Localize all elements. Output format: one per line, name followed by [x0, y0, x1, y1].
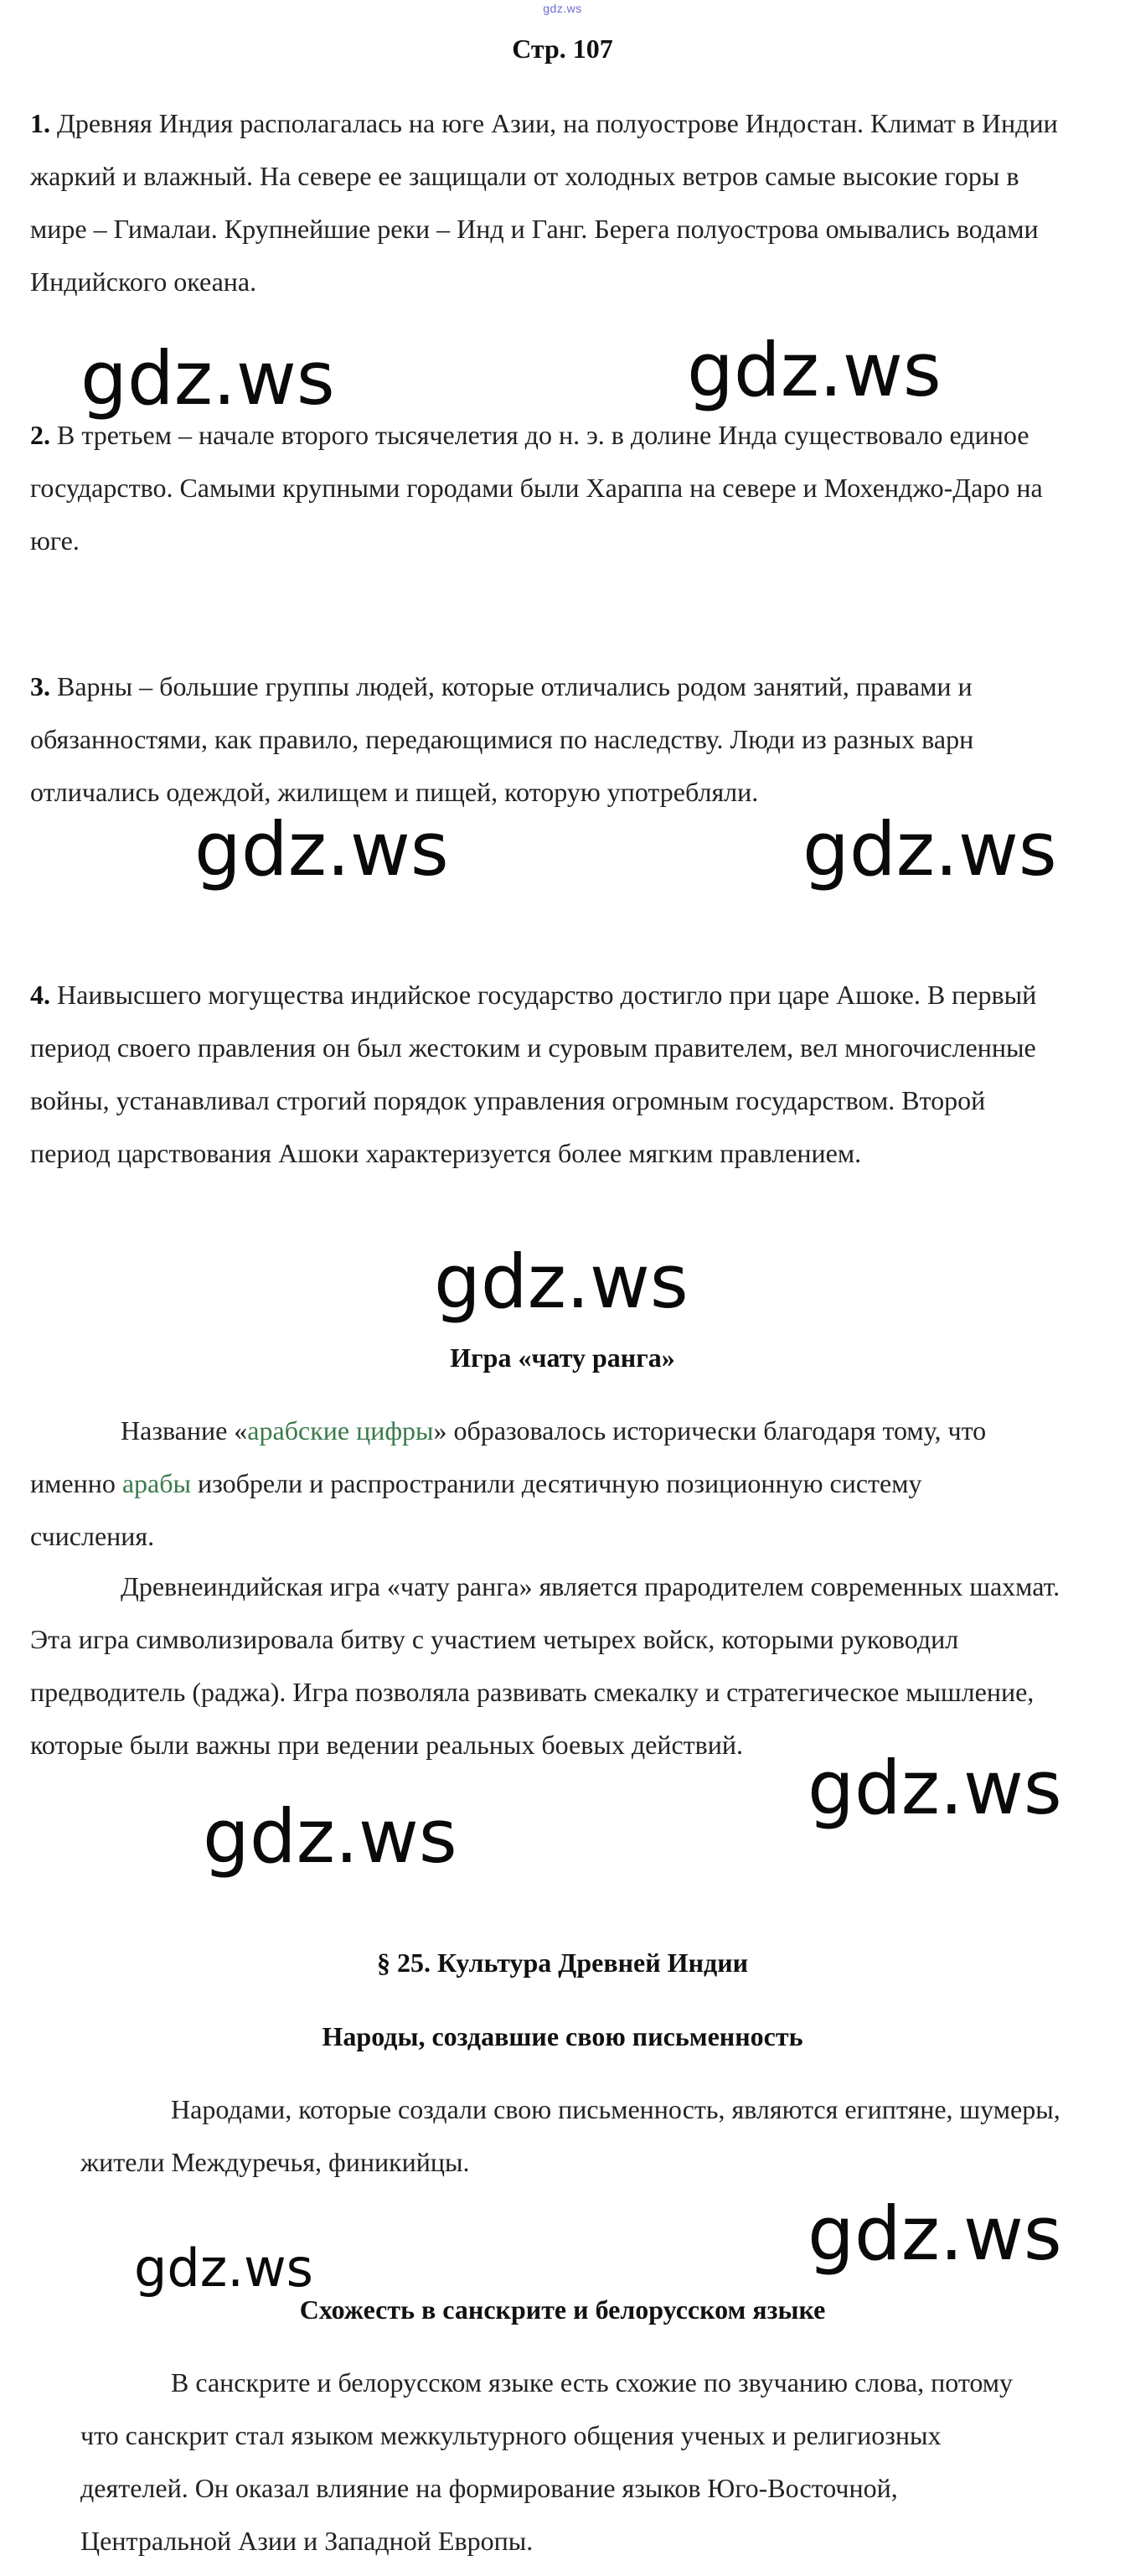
paragraph-text: Название « [121, 1415, 248, 1446]
answer-number: 3. [30, 671, 50, 701]
watermark: gdz.ws [80, 335, 335, 422]
answer-number: 2. [30, 420, 50, 450]
answer-2 [30, 409, 1060, 567]
writing-paragraph: Народами, которые создали свою письменность, являются египтяне, шумеры, жители Междуречья, финикийцы. [80, 2094, 1060, 2177]
page-title: Стр. 107 [512, 34, 613, 64]
answer-text: Древняя Индия располагалась на юге Азии, на полуострове Индостан. Климат в Индии жаркий и влажный. На севере ее защищали от холодных ветров самые высокие горы в мире – Гималаи. Крупнейшие реки – Инд и Ганг. Берега полуострова омывались водами Индийского океана. [30, 108, 1058, 297]
answer-4 [30, 969, 1060, 1180]
answer-number: 1. [30, 108, 50, 138]
highlighted-text: арабы [121, 1468, 192, 1498]
answer-text: В третьем – начале второго тысячелетия до н. э. в долине Инда существовало единое государство. Самыми крупными городами были Хараппа на севере и Мохенджо-Даро на юге. [30, 420, 1043, 556]
subheading-writing: Народы, создавшие свою письменность [322, 2021, 803, 2051]
section-heading-chaturanga: Игра «чату ранга» [450, 1342, 675, 1373]
watermark: gdz.ws [203, 1793, 457, 1880]
paragraph-text: » образовалось исторически благодаря тому, что именно [30, 1415, 987, 1498]
chaturanga-paragraph: Древнеиндийская игра «чату ранга» является прародителем современных шахмат. Эта игра символизировала битву с участием четырех войск, которыми руководил предводитель (раджа). Игра позволяла развивать смекалку и стратегическое мышление, которые были важны при ведении реальных боевых действий. [30, 1571, 1060, 1760]
sanskrit-paragraph: В санскрите и белорусском языке есть схожие по звучанию слова, потому что санскрит стал языком межкультурного общения ученых и религиозных деятелей. Он оказал влияние на формирование языков Юго-Восточной, Центральной Азии и Западной Европы. [80, 2367, 1014, 2556]
answer-number: 4. [30, 980, 50, 1010]
watermark: gdz.ws [808, 2191, 1062, 2277]
answer-1 [30, 97, 1060, 308]
watermark: gdz.ws [808, 1745, 1062, 1831]
answer-text: Варны – большие группы людей, которые отличались родом занятий, правами и обязанностями, как правило, передающимися по наследству. Люди из разных варн отличались одеждой, жилищем и пищей, которую употребляли. [30, 671, 974, 807]
answer-text: Наивысшего могущества индийское государство достигло при царе Ашоке. В первый период своего правления он был жестоким и суровым правителем, вел многочисленные войны, устанавливал строгий порядок управления огромным государством. Второй период царствования Ашоки характеризуется более мягким правлением. [30, 980, 1037, 1168]
watermark: gdz.ws [194, 806, 449, 892]
highlighted-text: арабские цифры [247, 1415, 434, 1446]
subheading-sanskrit: Схожесть в санскрите и белорусском языке [299, 2294, 826, 2325]
watermark: gdz.ws [434, 1239, 689, 1325]
watermark: gdz.ws [687, 327, 942, 413]
chapter-heading: § 25. Культура Древней Индии [376, 1948, 749, 1978]
watermark: gdz.ws [802, 806, 1057, 892]
watermark: gdz.ws [134, 2237, 313, 2299]
arabic-numerals-paragraph [30, 1404, 1019, 1563]
paragraph-text: изобрели и распространили десятичную позиционную систему счисления. [30, 1468, 922, 1551]
answer-3 [30, 660, 1060, 819]
top-site-mark: gdz.ws [543, 2, 582, 15]
